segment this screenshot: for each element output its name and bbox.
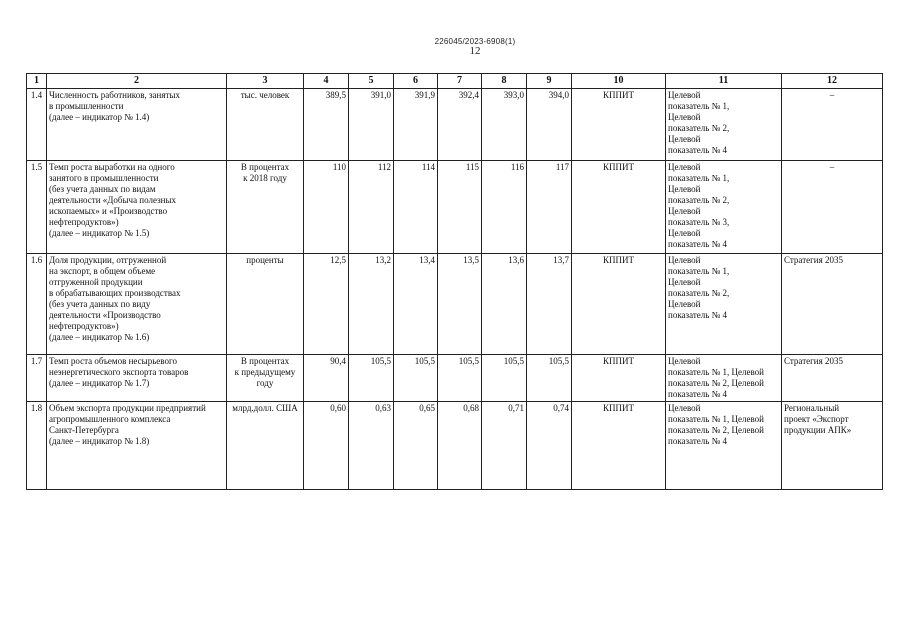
year-value: 105,5 (394, 355, 438, 402)
strategic-document: Стратегия 2035 (782, 355, 883, 402)
year-value: 105,5 (482, 355, 527, 402)
page-number: 12 (469, 45, 481, 57)
indicators-table (26, 73, 883, 490)
year-value: 0,63 (349, 402, 394, 490)
year-value: 394,0 (527, 89, 572, 161)
year-value: 391,9 (394, 89, 438, 161)
year-value: 391,0 (349, 89, 394, 161)
year-value: 392,4 (438, 89, 482, 161)
column-header: 7 (438, 74, 482, 89)
year-value: 116 (482, 161, 527, 254)
year-value: 12,5 (304, 254, 349, 355)
unit-of-measure: млрд.долл. США (227, 402, 304, 490)
year-value: 389,5 (304, 89, 349, 161)
unit-of-measure: В процентах к 2018 году (227, 161, 304, 254)
table-row (27, 161, 883, 254)
year-value: 110 (304, 161, 349, 254)
strategic-document: – (782, 161, 883, 254)
year-value: 13,7 (527, 254, 572, 355)
year-value: 13,2 (349, 254, 394, 355)
year-value: 105,5 (349, 355, 394, 402)
program-code: КППИТ (572, 254, 666, 355)
strategic-document: Региональный проект «Экспорт продукции АПК» (782, 402, 883, 490)
year-value: 0,68 (438, 402, 482, 490)
target-indicators: Целевой показатель № 1, Целевой показатель № 2, Целевой показатель № 4 (666, 89, 782, 161)
year-value: 105,5 (527, 355, 572, 402)
row-number: 1.6 (27, 254, 47, 355)
column-header: 12 (782, 74, 883, 89)
column-header: 11 (666, 74, 782, 89)
year-value: 105,5 (438, 355, 482, 402)
indicator-name: Объем экспорта продукции предприятий агропромышленного комплекса Санкт-Петербурга (далее – индикатор № 1.8) (47, 402, 227, 490)
column-header: 9 (527, 74, 572, 89)
year-value: 0,74 (527, 402, 572, 490)
table-header-row (27, 74, 883, 89)
indicator-name: Доля продукции, отгруженной на экспорт, в общем объеме отгруженной продукции в обрабатывающих производствах (без учета данных по виду деятельности «Производство нефтепродуктов») (далее – индикатор № 1.6) (47, 254, 227, 355)
year-value: 0,71 (482, 402, 527, 490)
row-number: 1.7 (27, 355, 47, 402)
unit-of-measure: В процентах к предыдущему году (227, 355, 304, 402)
program-code: КППИТ (572, 161, 666, 254)
row-number: 1.8 (27, 402, 47, 490)
year-value: 13,5 (438, 254, 482, 355)
target-indicators: Целевой показатель № 1, Целевой показатель № 2, Целевой показатель № 4 (666, 402, 782, 490)
unit-of-measure: проценты (227, 254, 304, 355)
row-number: 1.5 (27, 161, 47, 254)
program-code: КППИТ (572, 402, 666, 490)
year-value: 112 (349, 161, 394, 254)
column-header: 2 (47, 74, 227, 89)
year-value: 114 (394, 161, 438, 254)
column-header: 5 (349, 74, 394, 89)
target-indicators: Целевой показатель № 1, Целевой показатель № 2, Целевой показатель № 4 (666, 355, 782, 402)
year-value: 117 (527, 161, 572, 254)
column-header: 3 (227, 74, 304, 89)
table-row (27, 254, 883, 355)
column-header: 10 (572, 74, 666, 89)
strategic-document: – (782, 89, 883, 161)
strategic-document: Стратегия 2035 (782, 254, 883, 355)
year-value: 393,0 (482, 89, 527, 161)
table-row (27, 402, 883, 490)
target-indicators: Целевой показатель № 1, Целевой показатель № 2, Целевой показатель № 4 (666, 254, 782, 355)
unit-of-measure: тыс. человек (227, 89, 304, 161)
column-header: 4 (304, 74, 349, 89)
row-number: 1.4 (27, 89, 47, 161)
year-value: 115 (438, 161, 482, 254)
program-code: КППИТ (572, 355, 666, 402)
indicator-name: Численность работников, занятых в промышленности (далее – индикатор № 1.4) (47, 89, 227, 161)
indicator-name: Темп роста выработки на одного занятого в промышленности (без учета данных по видам деятельности «Добыча полезных ископаемых» и «Производство нефтепродуктов») (далее – индикатор № 1.5) (47, 161, 227, 254)
table-row (27, 89, 883, 161)
indicator-name: Темп роста объемов несырьевого неэнергетического экспорта товаров (далее – индикатор № 1.7) (47, 355, 227, 402)
document-registration-number: 226045/2023-6908(1) (434, 37, 516, 46)
year-value: 90,4 (304, 355, 349, 402)
column-header: 8 (482, 74, 527, 89)
target-indicators: Целевой показатель № 1, Целевой показатель № 2, Целевой показатель № 3, Целевой показатель № 4 (666, 161, 782, 254)
column-header: 6 (394, 74, 438, 89)
program-code: КППИТ (572, 89, 666, 161)
year-value: 13,6 (482, 254, 527, 355)
year-value: 13,4 (394, 254, 438, 355)
year-value: 0,65 (394, 402, 438, 490)
year-value: 0,60 (304, 402, 349, 490)
column-header: 1 (27, 74, 47, 89)
table-row (27, 355, 883, 402)
